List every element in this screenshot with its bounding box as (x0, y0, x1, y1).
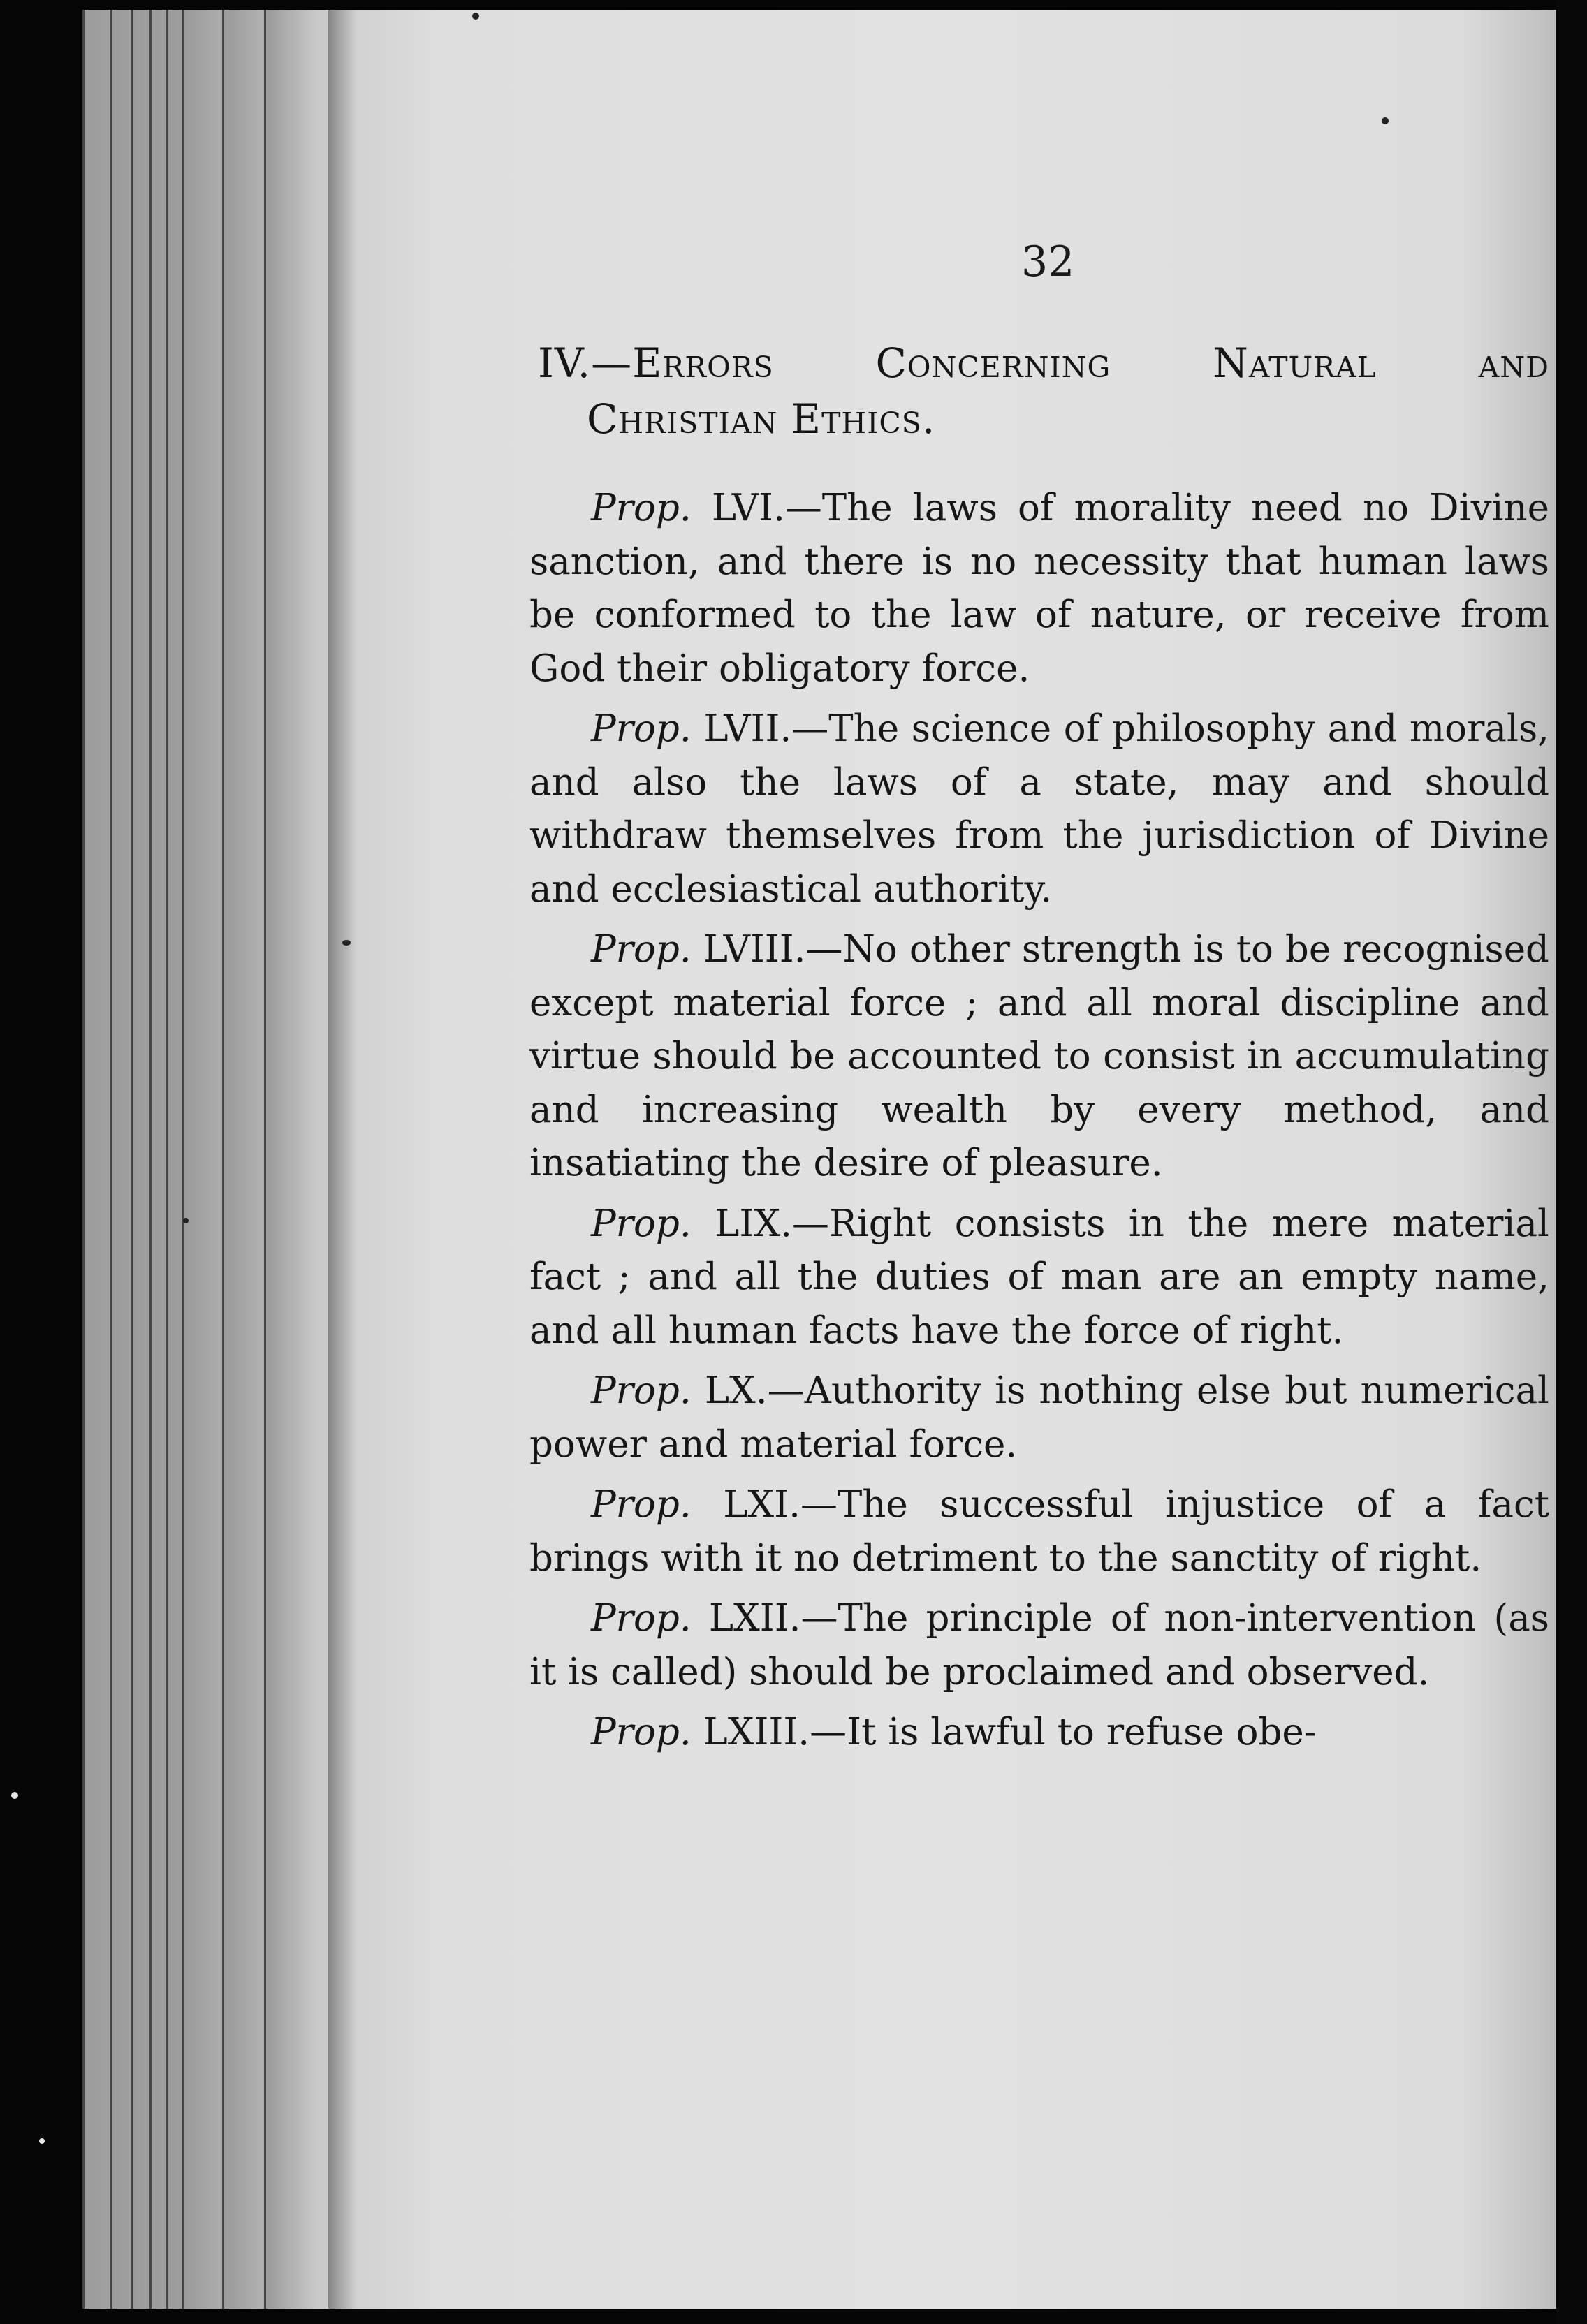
prop-number: LVII. (703, 707, 792, 750)
prop-label: Prop. (591, 1597, 692, 1640)
prop-number: LVIII. (703, 928, 806, 971)
speck (39, 2138, 45, 2144)
speck (1382, 117, 1389, 124)
section-heading (538, 335, 1558, 447)
speck (183, 1218, 189, 1223)
prop-label: Prop. (591, 707, 692, 750)
speck (11, 1792, 18, 1799)
prop-label: Prop. (591, 487, 692, 529)
proposition (529, 1592, 1549, 1699)
propositions-list (529, 482, 1549, 1760)
prop-text: —No other strength is to be recognised except material force ; and all moral discipline and virtue should be accounted to consist in accumulating and increasing wealth by every method, and insatiating the desire of pleasure. (529, 928, 1549, 1184)
prop-text: —The principle of non-intervention (as it is called) should be proclaimed and observed. (529, 1597, 1549, 1693)
prop-text: —Authority is nothing else but numerical power and material force. (529, 1369, 1549, 1466)
prop-text: —The successful injustice of a fact brings with it no detriment to the sanctity of right. (529, 1483, 1550, 1580)
heading-line-2: Christian Ethics. (587, 395, 936, 443)
prop-text: —The laws of morality need no Divine sanction, and there is no necessity that human laws be conformed to the law of nature, or receive from God their obligatory force. (529, 487, 1549, 690)
page-edges (82, 10, 348, 2309)
proposition (529, 703, 1549, 916)
prop-number: LXIII. (703, 1711, 810, 1753)
prop-label: Prop. (591, 1369, 692, 1412)
prop-number: LXI. (723, 1483, 800, 1526)
prop-number: LVI. (711, 487, 785, 529)
heading-line-1: IV.—Errors Concerning Natural and (538, 339, 1549, 387)
prop-text: —It is lawful to refuse obe- (810, 1711, 1317, 1753)
proposition (529, 482, 1549, 696)
proposition (529, 1706, 1549, 1760)
proposition (529, 1198, 1549, 1358)
scan-border-right (1556, 0, 1587, 2324)
proposition (529, 1478, 1549, 1585)
prop-text: —The science of philosophy and morals, and also the laws of a state, may and should withdraw themselves from the jurisdiction of Divine and ecclesiastical authority. (529, 707, 1549, 911)
prop-label: Prop. (591, 1202, 692, 1245)
speck (342, 940, 351, 946)
proposition (529, 1365, 1549, 1471)
prop-number: LX. (704, 1369, 768, 1412)
prop-label: Prop. (591, 928, 692, 971)
prop-label: Prop. (591, 1711, 692, 1753)
proposition (529, 923, 1549, 1191)
prop-text: —Right consists in the mere material fact ; and all the duties of man are an empty name, and all human facts have the force of right. (529, 1202, 1549, 1352)
page-number: 32 (1021, 237, 1075, 286)
prop-label: Prop. (591, 1483, 692, 1526)
gutter-shadow (328, 10, 356, 2309)
prop-number: LXII. (708, 1597, 801, 1640)
prop-number: LIX. (715, 1202, 792, 1245)
speck (472, 13, 479, 20)
